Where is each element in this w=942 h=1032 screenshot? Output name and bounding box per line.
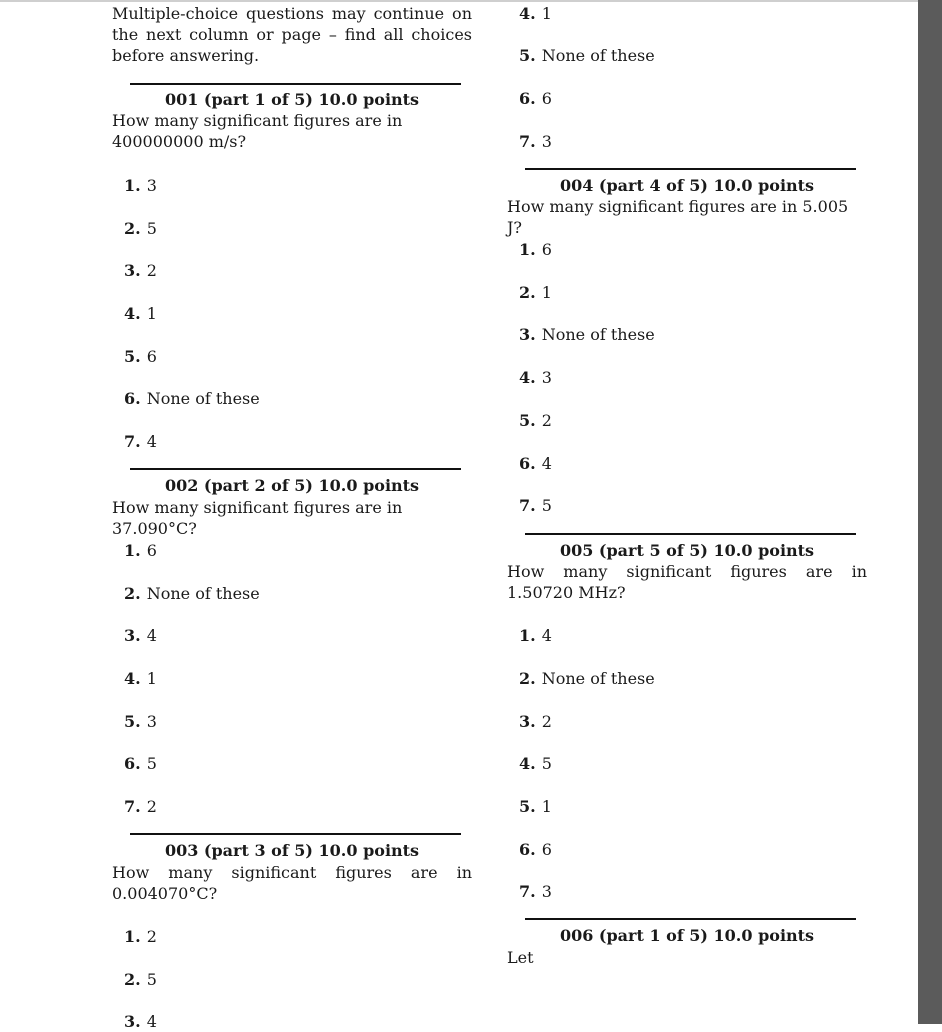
question-003-heading: 003 (part 3 of 5) 10.0 points	[164, 841, 420, 860]
q001-choice-1[interactable]: 1. 3	[124, 176, 157, 195]
question-001-text: How many significant figures are in 400000000 m/s?	[112, 111, 403, 151]
q001-choice-6[interactable]: 6. None of these	[124, 389, 260, 408]
question-divider	[130, 833, 461, 835]
question-006-text: Let	[507, 948, 534, 967]
instructions-text: Multiple-choice questions may continue on the next column or page – find all choices before answering.	[112, 4, 472, 65]
q002-choice-6[interactable]: 6. 5	[124, 754, 157, 773]
question-004-text: How many significant figures are in 5.005 J?	[507, 197, 849, 237]
q003-choice-7[interactable]: 7. 3	[519, 132, 552, 151]
question-001-heading: 001 (part 1 of 5) 10.0 points	[164, 90, 420, 109]
q001-choice-3[interactable]: 3. 2	[124, 261, 157, 280]
question-divider	[525, 918, 856, 920]
q002-choice-1[interactable]: 1. 6	[124, 541, 157, 560]
question-005-text: How many significant figures are in 1.50720 MHz?	[507, 562, 867, 602]
q004-choice-2[interactable]: 2. 1	[519, 283, 552, 302]
question-divider	[525, 533, 856, 535]
question-003-text: How many significant figures are in 0.004070°C?	[112, 863, 472, 903]
q001-choice-5[interactable]: 5. 6	[124, 347, 157, 366]
q005-choice-3[interactable]: 3. 2	[519, 712, 552, 731]
q005-choice-6[interactable]: 6. 6	[519, 840, 552, 859]
question-006-heading: 006 (part 1 of 5) 10.0 points	[559, 926, 815, 945]
q002-choice-5[interactable]: 5. 3	[124, 712, 157, 731]
question-002-text: How many significant figures are in 37.090°C?	[112, 498, 403, 538]
q002-choice-2[interactable]: 2. None of these	[124, 584, 260, 603]
q003-choice-5[interactable]: 5. None of these	[519, 46, 655, 65]
q004-choice-3[interactable]: 3. None of these	[519, 325, 655, 344]
q002-choice-4[interactable]: 4. 1	[124, 669, 157, 688]
q004-choice-7[interactable]: 7. 5	[519, 496, 552, 515]
page-top-border	[0, 0, 918, 2]
question-divider	[130, 83, 461, 85]
q003-choice-6[interactable]: 6. 6	[519, 89, 552, 108]
question-divider	[130, 468, 461, 470]
q005-choice-5[interactable]: 5. 1	[519, 797, 552, 816]
q004-choice-5[interactable]: 5. 2	[519, 411, 552, 430]
q003-choice-2[interactable]: 2. 5	[124, 970, 157, 989]
question-divider	[525, 168, 856, 170]
q003-choice-4[interactable]: 4. 1	[519, 4, 552, 23]
q005-choice-4[interactable]: 4. 5	[519, 754, 552, 773]
q003-choice-3[interactable]: 3. 4	[124, 1012, 157, 1031]
q001-choice-2[interactable]: 2. 5	[124, 219, 157, 238]
q004-choice-6[interactable]: 6. 4	[519, 454, 552, 473]
question-005-heading: 005 (part 5 of 5) 10.0 points	[559, 541, 815, 560]
q001-choice-4[interactable]: 4. 1	[124, 304, 157, 323]
q005-choice-7[interactable]: 7. 3	[519, 882, 552, 901]
q001-choice-7[interactable]: 7. 4	[124, 432, 157, 451]
question-002-heading: 002 (part 2 of 5) 10.0 points	[164, 476, 420, 495]
q004-choice-1[interactable]: 1. 6	[519, 240, 552, 259]
viewer-scrollbar[interactable]	[918, 0, 942, 1024]
q002-choice-7[interactable]: 7. 2	[124, 797, 157, 816]
q005-choice-2[interactable]: 2. None of these	[519, 669, 655, 688]
q003-choice-1[interactable]: 1. 2	[124, 927, 157, 946]
q002-choice-3[interactable]: 3. 4	[124, 626, 157, 645]
q005-choice-1[interactable]: 1. 4	[519, 626, 552, 645]
q004-choice-4[interactable]: 4. 3	[519, 368, 552, 387]
question-004-heading: 004 (part 4 of 5) 10.0 points	[559, 176, 815, 195]
